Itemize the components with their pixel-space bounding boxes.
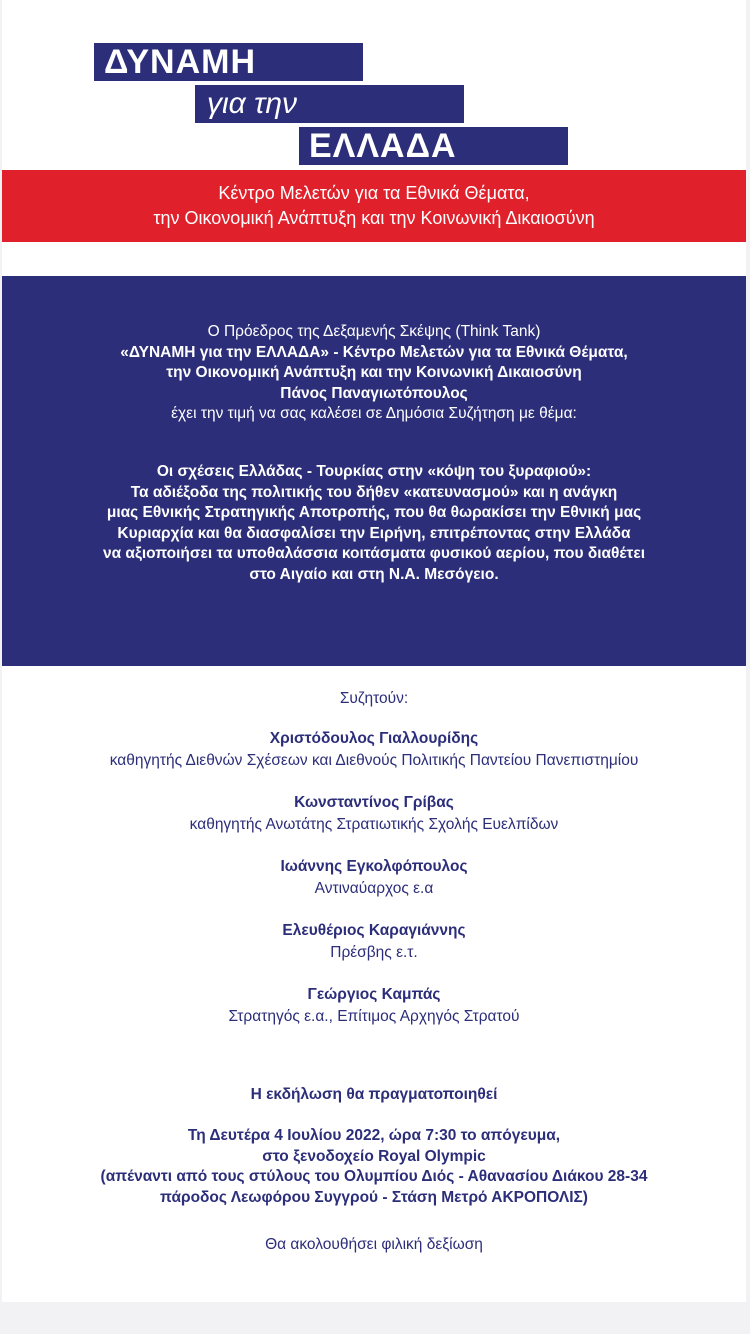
speaker-entry: [2, 792, 746, 856]
speakers-section: [2, 688, 746, 1048]
reception-note: Θα ακολουθήσει φιλική δεξίωση: [265, 1236, 483, 1253]
speaker-role: καθηγητής Ανωτάτης Στρατιωτικής Σχολής Ευελπίδων: [189, 816, 559, 833]
event-heading: Η εκδήλωση θα πραγματοποιηθεί: [250, 1086, 498, 1103]
intro-line-3: την Οικονομική Ανάπτυξη και την Κοινωνική Δικαιοσύνη: [166, 364, 582, 381]
intro-line-1: Ο Πρόεδρος της Δεξαμενής Σκέψης (Think Tank): [207, 323, 541, 340]
logo-word-gia-tin: για την: [195, 85, 464, 123]
speaker-entry: [2, 856, 746, 920]
speaker-role: Στρατηγός ε.α., Επίτιμος Αρχηγός Στρατού: [228, 1008, 520, 1025]
discussion-topic: [2, 462, 746, 585]
speaker-name: Ελευθέριος Καραγιάννης: [282, 922, 466, 939]
topic-line: μιας Εθνικής Στρατηγικής Αποτροπής, που θα θωρακίσει την Εθνική μας: [106, 504, 642, 521]
subtitle-line-1: Κέντρο Μελετών για τα Εθνικά Θέματα,: [218, 183, 530, 203]
speaker-role: καθηγητής Διεθνών Σχέσεων και Διεθνούς Πολιτικής Παντείου Πανεπιστημίου: [109, 752, 639, 769]
intro-line-5: έχει την τιμή να σας καλέσει σε Δημόσια Συζήτηση με θέμα:: [171, 405, 577, 422]
subtitle-banner: [2, 170, 746, 242]
speaker-entry: [2, 984, 746, 1048]
event-venue: στο ξενοδοχείο Royal Olympic: [262, 1147, 486, 1165]
speaker-entry: [2, 728, 746, 792]
speaker-name: Γεώργιος Καμπάς: [307, 986, 441, 1003]
topic-line: Κυριαρχία και θα διασφαλίσει την Ειρήνη, επιτρέποντας στην Ελλάδα: [117, 524, 631, 542]
speaker-name: Ιωάννης Εγκολφόπουλος: [280, 858, 468, 875]
discussants-label: Συζητούν:: [339, 690, 409, 707]
speaker-role: Πρέσβης ε.τ.: [330, 944, 418, 961]
logo-word-ellada: ΕΛΛΑΔΑ: [299, 127, 568, 165]
event-directions: πάροδος Λεωφόρου Συγγρού - Στάση Μετρό ΑΚΡΟΠΟΛΙΣ): [160, 1188, 588, 1206]
topic-line: στο Αιγαίο και στη Ν.Α. Μεσόγειο.: [249, 565, 499, 583]
speaker-name: Χριστόδουλος Γιαλλουρίδης: [269, 730, 479, 747]
speaker-entry: [2, 920, 746, 984]
speaker-name: Κωνσταντίνος Γρίβας: [294, 794, 454, 811]
invitation-intro: [2, 322, 746, 425]
event-info: [2, 1084, 746, 1256]
president-name: Πάνος Παναγιωτόπουλος: [280, 384, 468, 402]
topic-line: Τα αδιέξοδα της πολιτικής του δήθεν «κατευνασμού» και η ανάγκη: [130, 483, 618, 501]
event-address: (απέναντι από τους στύλους του Ολυμπίου Διός - Αθανασίου Διάκου 28-34: [100, 1168, 648, 1185]
invitation-block: [2, 276, 746, 666]
intro-line-2: «ΔΥΝΑΜΗ για την ΕΛΛΑΔΑ» - Κέντρο Μελετών για τα Εθνικά Θέματα,: [120, 343, 628, 361]
topic-line: Οι σχέσεις Ελλάδας - Τουρκίας στην «κόψη του ξυραφιού»:: [156, 463, 592, 480]
logo-word-dynami: ΔΥΝΑΜΗ: [94, 43, 363, 81]
event-date-time: Τη Δευτέρα 4 Ιουλίου 2022, ώρα 7:30 το απόγευμα,: [187, 1127, 561, 1144]
subtitle-line-2: την Οικονομική Ανάπτυξη και την Κοινωνική Δικαιοσύνη: [153, 208, 595, 228]
topic-line: να αξιοποιήσει τα υποθαλάσσια κοιτάσματα φυσικού αερίου, που διαθέτει: [102, 545, 646, 562]
speaker-role: Αντιναύαρχος ε.α: [314, 880, 434, 897]
event-details: [2, 1126, 746, 1208]
